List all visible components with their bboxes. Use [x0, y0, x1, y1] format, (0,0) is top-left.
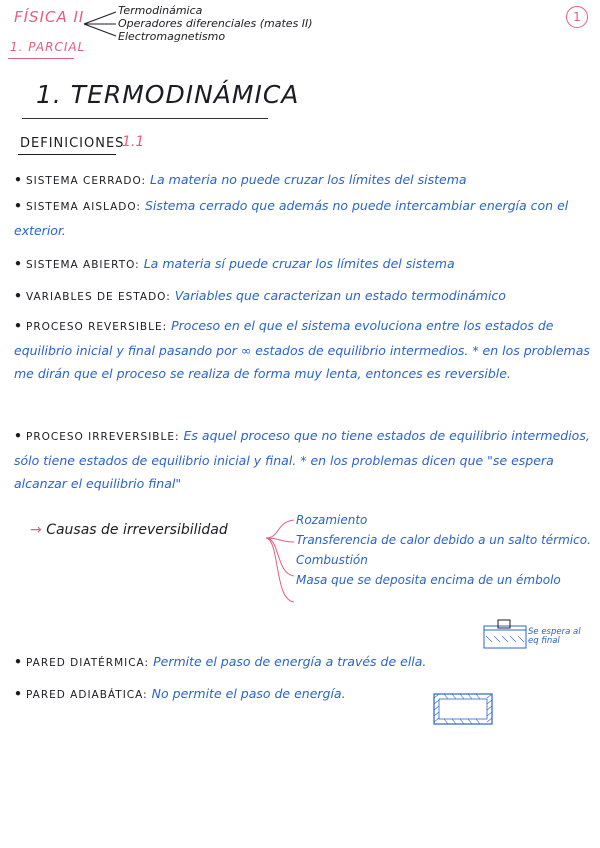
definition-item [14, 168, 594, 193]
bullet-icon: • [14, 172, 22, 187]
parcial-label: 1. PARCIAL [10, 40, 86, 54]
chapter-title: 1. TERMODINÁMICA [36, 80, 300, 109]
definition-term: SISTEMA ABIERTO: [25, 259, 140, 271]
definition-item [14, 650, 594, 675]
definition-term: VARIABLES DE ESTADO: [25, 291, 171, 303]
bullet-icon: • [14, 428, 22, 443]
definition-item [14, 194, 594, 242]
definition-text: Proceso en el que el sistema evoluciona entre los estados de equilibrio inicial y final pasando por ∞ estados de equilibrio intermedios. * en los problemas me dirán que el proceso se realiza de forma muy lenta, entonces es reversible. [14, 318, 590, 381]
section-underline [18, 154, 116, 155]
topic-item: Operadores diferenciales (mates II) [118, 17, 313, 30]
definition-text: La materia no puede cruzar los límites del sistema [150, 172, 467, 187]
definition-text: Es aquel proceso que no tiene estados de equilibrio intermedios, sólo tiene estados de equilibrio inicial y final. * en los problemas dicen que "se espera alcanzar el equilibrio final" [14, 428, 590, 491]
adiabatic-container-sketch-icon [430, 690, 496, 728]
bullet-icon: • [14, 318, 22, 333]
causas-list [296, 510, 596, 590]
causa-item: Combustión [296, 553, 368, 567]
bullet-icon: • [14, 654, 22, 669]
definition-text: No permite el paso de energía. [151, 686, 346, 701]
bullet-icon: • [14, 288, 22, 303]
definition-text: Sistema cerrado que además no puede intercambiar energía con el exterior. [14, 198, 569, 238]
causas-label-text: Causas de irreversibilidad [46, 522, 228, 538]
bullet-icon: • [14, 198, 22, 213]
bullet-icon: • [14, 256, 22, 271]
definition-item [14, 682, 594, 707]
topic-item: Electromagnetismo [118, 30, 226, 43]
definition-item [14, 314, 594, 385]
definition-text: Permite el paso de energía a través de ella. [153, 654, 427, 669]
page-title [36, 80, 299, 109]
causa-item: Rozamiento [296, 513, 368, 527]
brace-arrows-icon [262, 516, 298, 610]
definition-text: La materia sí puede cruzar los límites del sistema [143, 256, 455, 271]
section-heading: DEFINICIONES [20, 136, 125, 151]
definition-term: PROCESO REVERSIBLE: [25, 321, 168, 333]
definition-text: Variables que caracterizan un estado termodinámico [174, 288, 506, 303]
definition-item [14, 284, 594, 309]
branch-arrows-icon [82, 6, 118, 42]
definition-term: SISTEMA AISLADO: [25, 201, 141, 213]
page-number: 1 [566, 6, 588, 28]
causas-label [30, 522, 228, 538]
parcial-underline [8, 58, 74, 59]
topic-item: Termodinámica [118, 4, 203, 17]
bullet-icon: • [14, 686, 22, 701]
definition-item [14, 424, 594, 495]
section-number: 1.1 [122, 134, 145, 150]
causa-item: Transferencia de calor debido a un salto térmico. [296, 533, 591, 547]
definition-term: PROCESO IRREVERSIBLE: [25, 431, 180, 443]
definition-term: PARED ADIABÁTICA: [25, 689, 148, 701]
arrow-icon: → [30, 522, 47, 538]
title-underline [22, 118, 268, 119]
sketch-note: Se espera al eq final [528, 627, 581, 646]
topics-list [118, 4, 313, 43]
subject-title: FÍSICA II [14, 8, 85, 26]
definition-term: PARED DIATÉRMICA: [25, 657, 150, 669]
piston-sketch-icon [482, 616, 528, 650]
definition-item [14, 252, 594, 277]
causa-item: Masa que se deposita encima de un émbolo [296, 573, 561, 587]
definition-term: SISTEMA CERRADO: [25, 175, 147, 187]
